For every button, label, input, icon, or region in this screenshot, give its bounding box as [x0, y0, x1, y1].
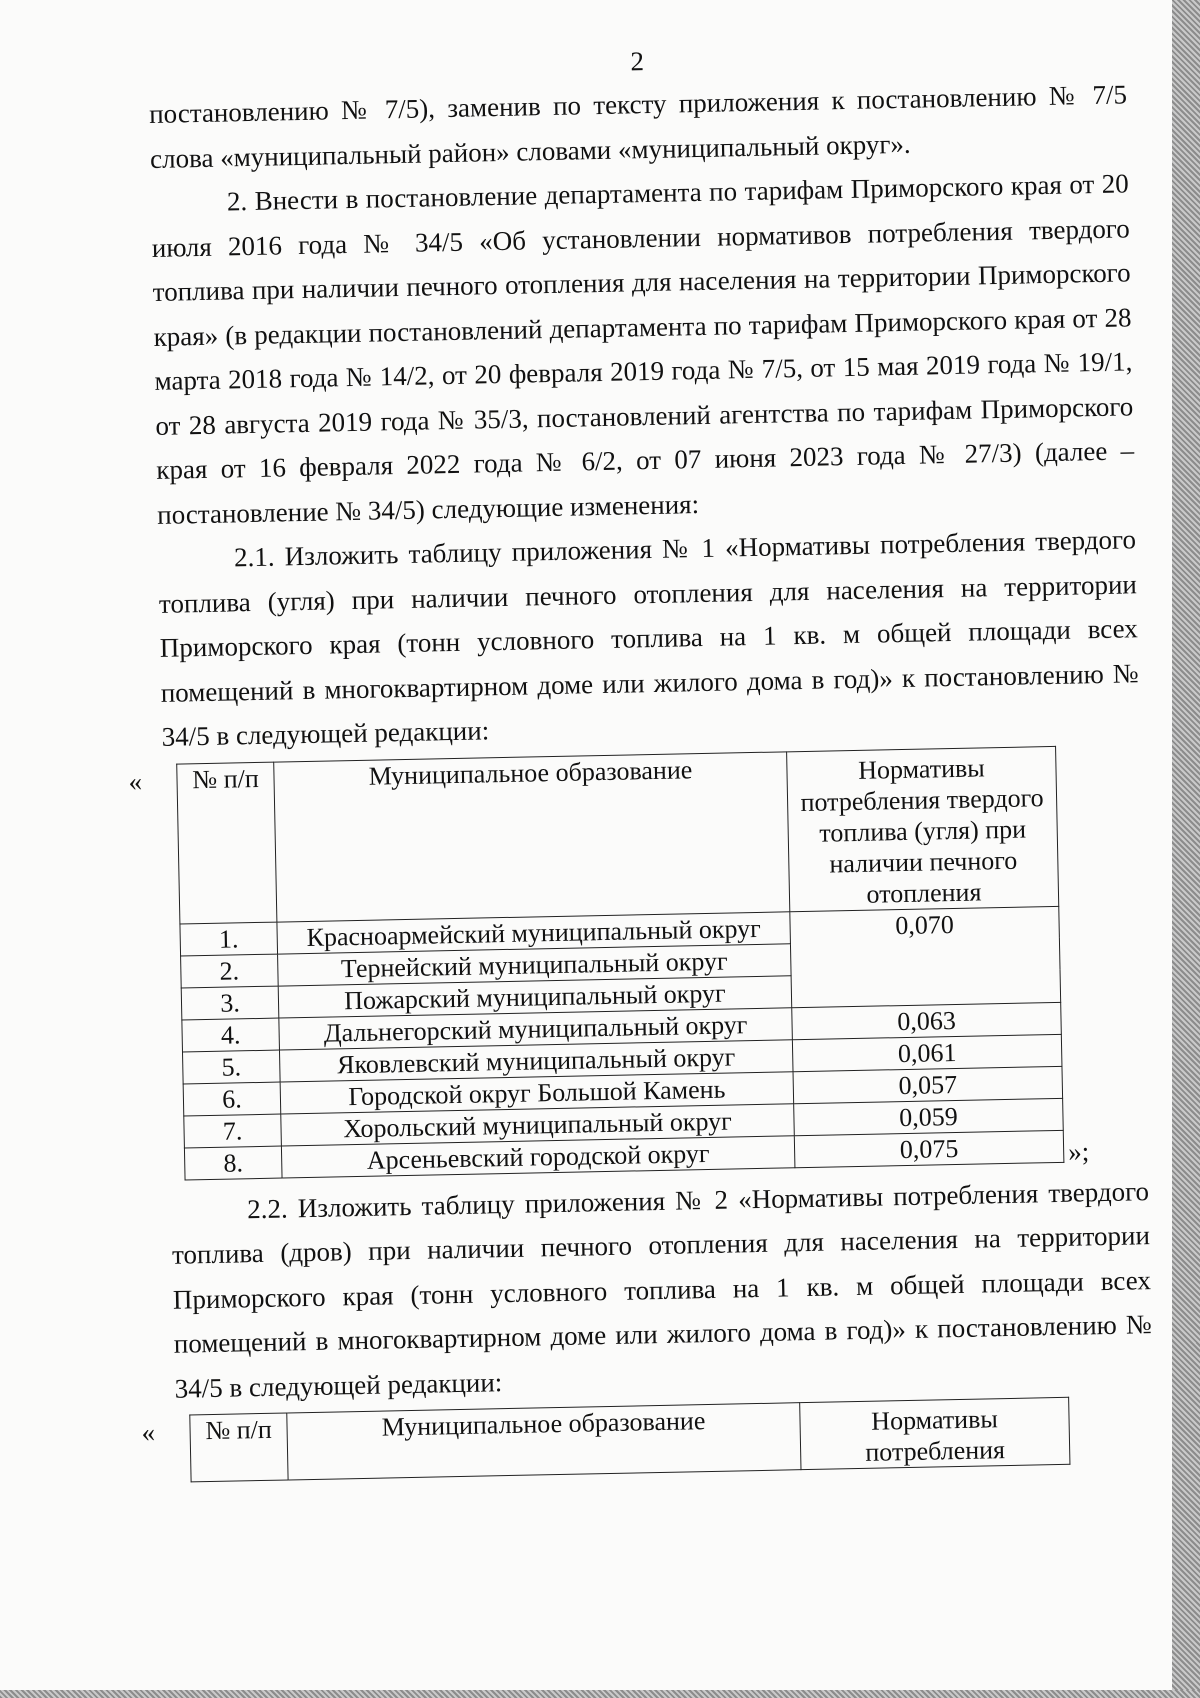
- table1-row-name: Арсеньевский городской округ: [281, 1135, 795, 1177]
- table1-row-num: 7.: [184, 1114, 282, 1148]
- table2-wrapper: [141, 1395, 1154, 1483]
- paragraph-item-2-2: 2.2. Изложить таблицу приложения № 2 «Нормативы потребления твердого топлива (дров) при наличии печного отопления для населения на территории Приморского края (тонн условного топлива на 1 кв. м общей площади всех помещений в многоквартирном доме или жилого дома в год)» к постановлению № 34/5 в следующей редакции:: [171, 1175, 1152, 1404]
- table1-wrapper: [128, 744, 1148, 1181]
- table2-header-num: № п/п: [190, 1413, 288, 1482]
- paragraph-continuation: постановлению № 7/5), заменив по тексту приложения к постановлению № 7/5 слова «муниципальный район» словами «муниципальный округ».: [148, 79, 1128, 174]
- table1-row-num: 2.: [181, 954, 279, 988]
- table1-row-name: Дальнегорский муниципальный округ: [279, 1007, 793, 1049]
- scan-edge-right: [1172, 0, 1200, 1698]
- table1-row-value: 0,059: [794, 1098, 1064, 1135]
- paragraph-item-2: 2. Внести в постановление департамента по тарифам Приморского края от 20 июля 2016 года № 34/5 «Об установлении нормативов потребления твердого топлива при наличии печного отопления для населения на территории Приморского края» (в редакции постановлений департамента по тарифам Приморского края от 28 марта 2018 года № 14/2, от 20 февраля 2019 года № 7/5, от 15 мая 2019 года № 19/1, от 28 августа 2019 года № 35/3, постановлений агентства по тарифам Приморского края от 16 февраля 2022 года № 6/2, от 07 июня 2023 года № 27/3) (далее – постановление № 34/5) следующие изменения:: [151, 168, 1135, 530]
- table1-row-name: Яковлевский муниципальный округ: [279, 1039, 793, 1081]
- table1-row-name: Тернейский муниципальный округ: [278, 943, 792, 985]
- table1-row-value: 0,057: [793, 1066, 1063, 1103]
- table1-close-quote: »;: [1067, 1135, 1090, 1167]
- table1-row-num: 3.: [181, 986, 279, 1020]
- table1-header-norm: Нормативы потребления твердого топлива (угля) при наличии печного отопления: [787, 746, 1059, 911]
- table1: [176, 745, 1064, 1180]
- table2-header-municipality: Муниципальное образование: [287, 1403, 801, 1480]
- paragraph-item-2-1: 2.1. Изложить таблицу приложения № 1 «Нормативы потребления твердого топлива (угля) при наличии печного отопления для населения на территории Приморского края (тонн условного топлива на 1 кв. м общей площади всех помещений в многоквартирном доме или жилого дома в год)» к постановлению № 34/5 в следующей редакции:: [158, 524, 1139, 752]
- scan-edge-bottom: [0, 1690, 1200, 1698]
- page-number: 2: [630, 46, 645, 77]
- table1-row-num: 5.: [182, 1050, 280, 1084]
- table1-row-name: Городской округ Большой Камень: [280, 1071, 794, 1113]
- table1-header-num: № п/п: [177, 762, 277, 924]
- table1-merged-value: 0,070: [790, 906, 1061, 1007]
- table1-header-municipality: Муниципальное образование: [274, 751, 790, 921]
- table1-row-num: 8.: [184, 1146, 282, 1180]
- table2-open-quote: «: [141, 1417, 156, 1448]
- table1-row-value: 0,061: [792, 1034, 1062, 1071]
- page-content: [128, 36, 1155, 1490]
- table1-row-name: Хорольский муниципальный округ: [281, 1103, 795, 1145]
- table1-row-num: 4.: [182, 1018, 280, 1052]
- table2: [189, 1397, 1070, 1483]
- table2-header-norm: Нормативы потребления: [800, 1397, 1070, 1469]
- table1-header-row: [177, 746, 1059, 924]
- table1-row-name: Пожарский муниципальный округ: [278, 975, 792, 1017]
- table1-row-value: 0,075: [794, 1130, 1064, 1167]
- table2-header-row: [190, 1397, 1070, 1482]
- table1-row-name: Красноармейский муниципальный округ: [277, 911, 791, 953]
- table1-row-num: 6.: [183, 1082, 281, 1116]
- table1-open-quote: «: [128, 765, 143, 797]
- table1-row-num: 1.: [180, 922, 278, 956]
- table1-row-value: 0,063: [792, 1002, 1062, 1039]
